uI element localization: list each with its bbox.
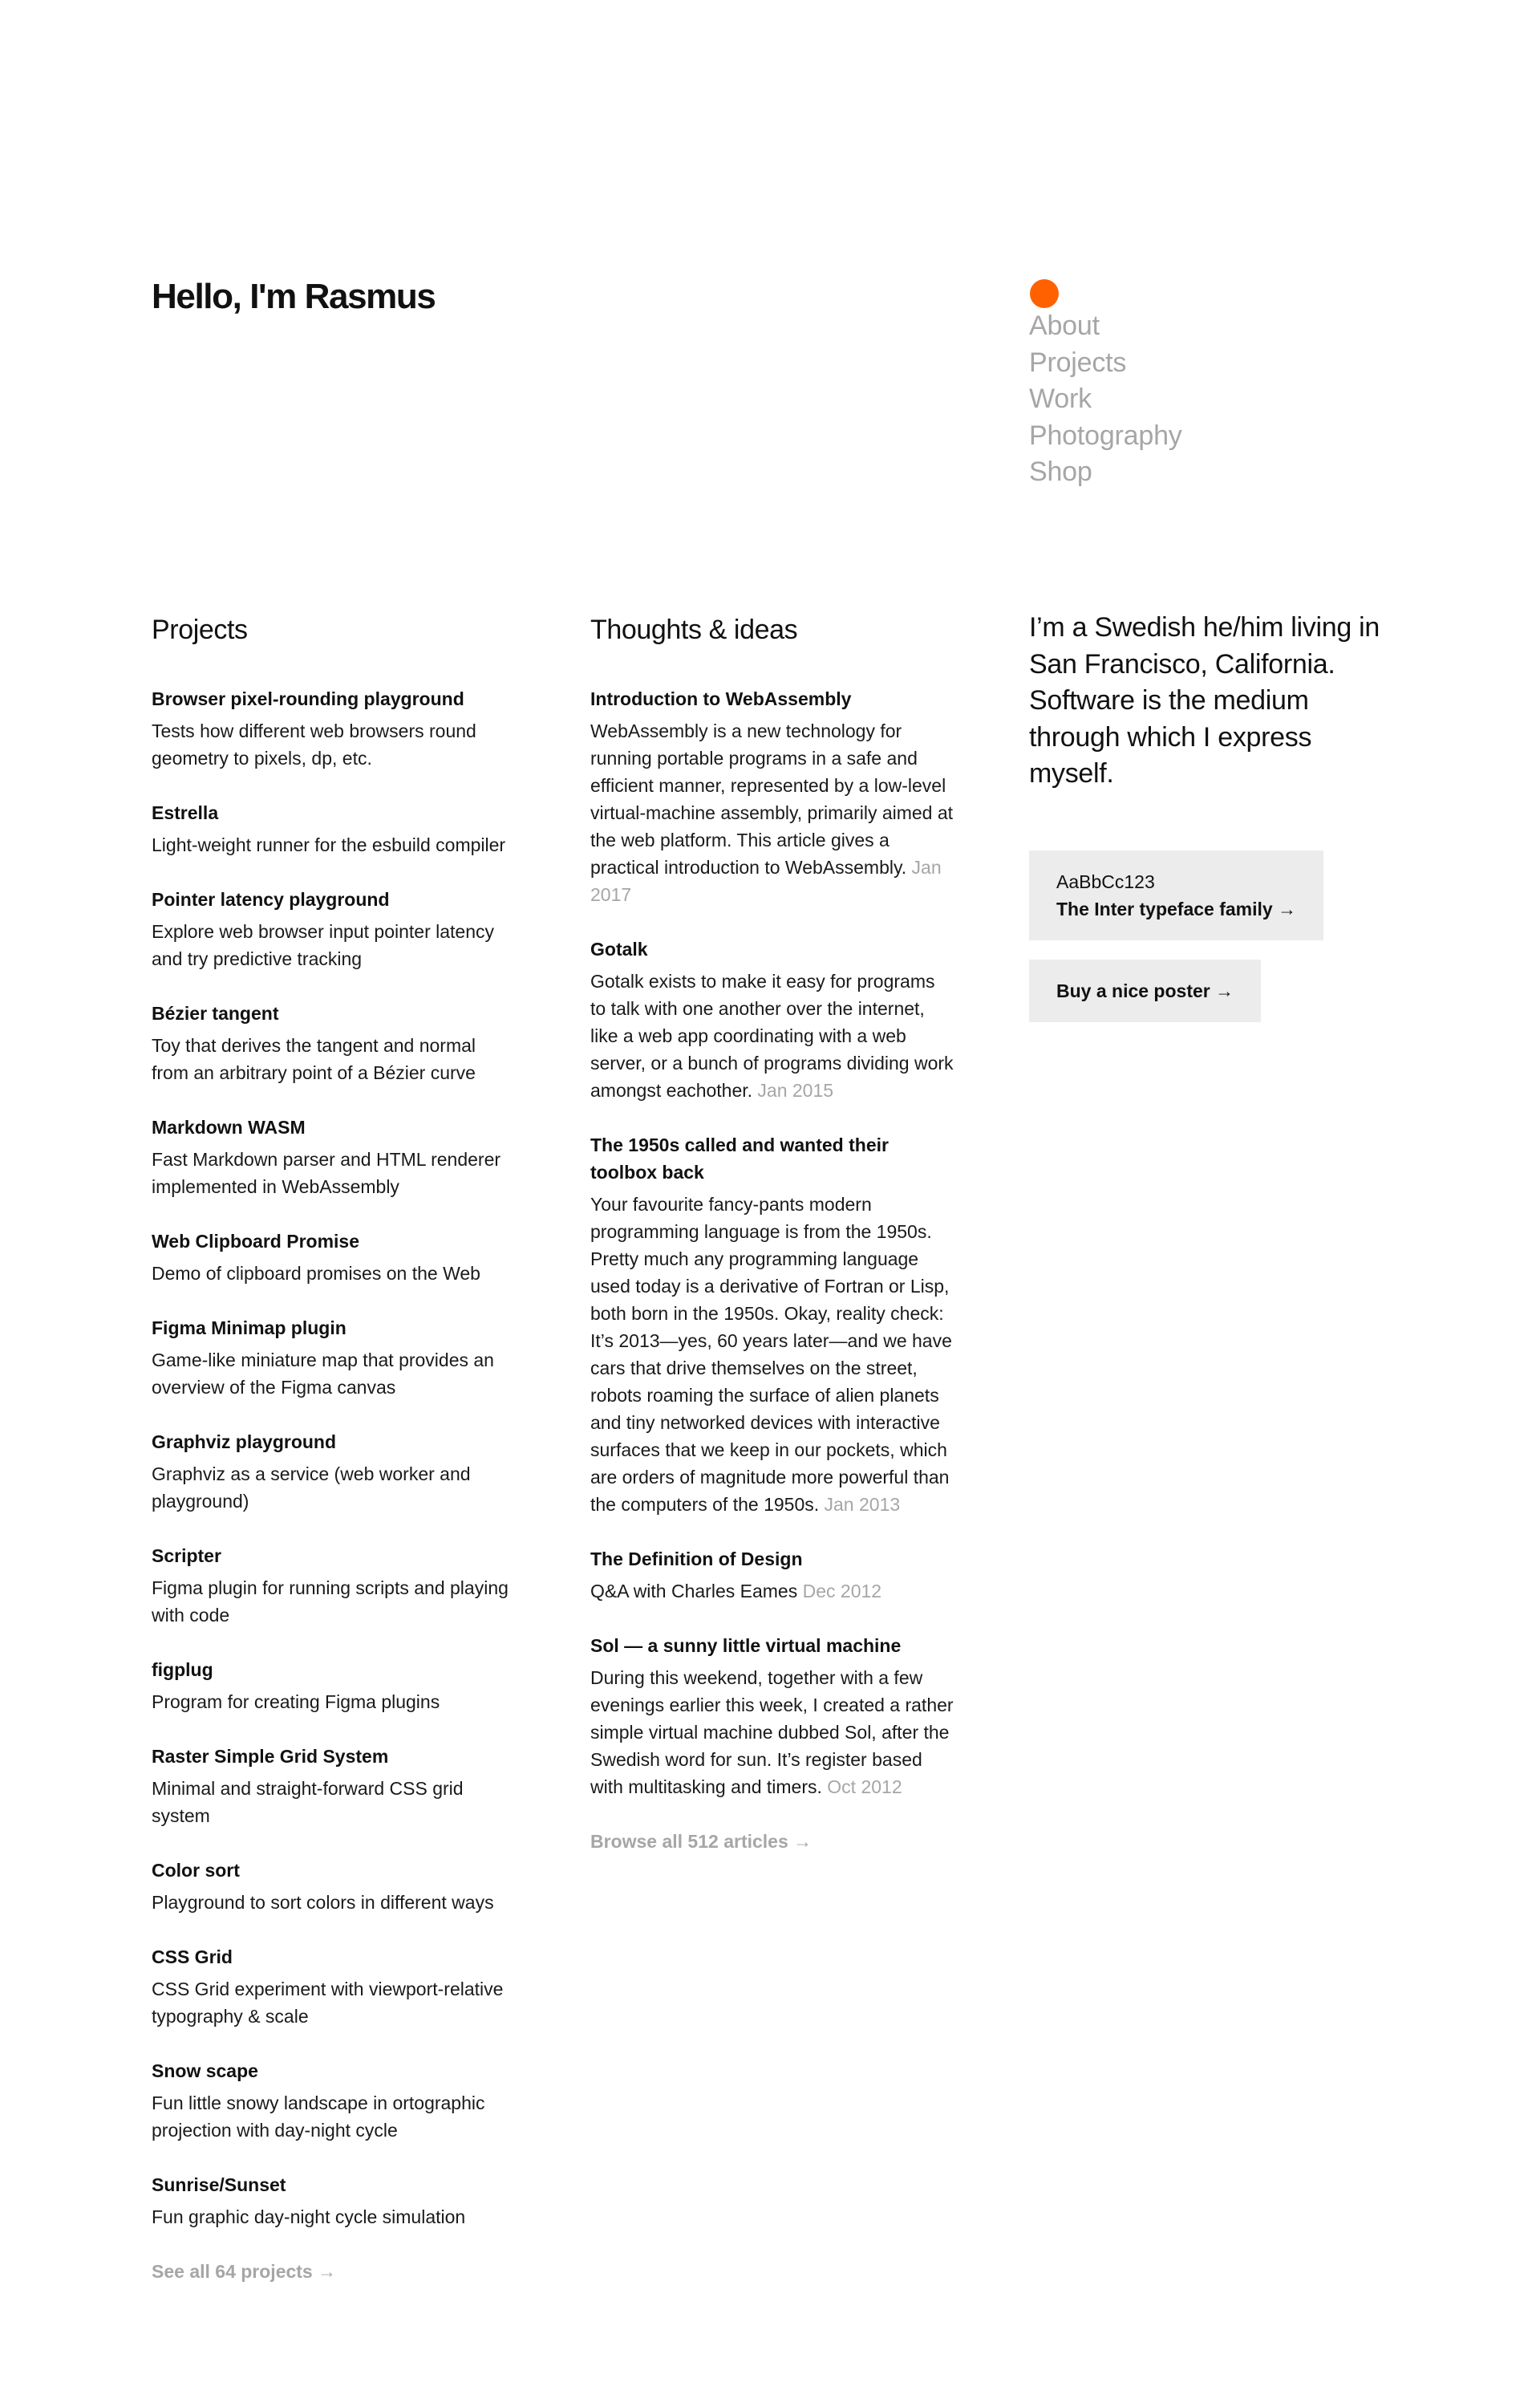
project-title-link[interactable]: Snow scape [152, 2060, 258, 2081]
project-entry [152, 1114, 517, 1200]
description-text: During this weekend, together with a few evenings earlier this week, I created a rather simple virtual machine dubbed Sol, after the Swedish word for sun. It’s register based with multitasking and timers. [590, 1667, 954, 1797]
project-description [152, 717, 517, 772]
nav-item-about[interactable]: About [1029, 311, 1100, 341]
nav-item-wrapper [1029, 454, 1350, 491]
project-description [152, 1889, 517, 1916]
nav-item-photography[interactable]: Photography [1029, 420, 1182, 451]
article-title-link[interactable]: Introduction to WebAssembly [590, 688, 852, 709]
project-description [152, 1775, 517, 1829]
article-summary [590, 968, 955, 1104]
article-title-link[interactable]: The 1950s called and wanted their toolbox back [590, 1134, 889, 1183]
article-date: Jan 2017 [590, 857, 942, 905]
intro-text: I’m a Swedish he/him living in San Francisco, California. Software is the medium through which I express myself. [1029, 612, 1380, 789]
article-date: Dec 2012 [802, 1581, 882, 1601]
project-title-link[interactable]: Sunrise/Sunset [152, 2174, 286, 2195]
nav-item-projects[interactable]: Projects [1029, 347, 1127, 378]
project-entry [152, 2057, 517, 2144]
project-title-link[interactable]: Markdown WASM [152, 1117, 306, 1138]
project-entry [152, 1943, 517, 2030]
nav-item-wrapper [1029, 345, 1350, 382]
nav-item-wrapper [1029, 308, 1350, 345]
project-description [152, 1146, 517, 1200]
project-entry [152, 1428, 517, 1515]
description-text: Light-weight runner for the esbuild compiler [152, 834, 506, 855]
article-summary [590, 1577, 955, 1605]
thoughts-section [590, 610, 955, 1855]
project-entry [152, 685, 517, 772]
article-summary [590, 1664, 955, 1800]
project-description [152, 1260, 517, 1287]
article-date: Jan 2013 [824, 1494, 901, 1515]
article-entry [590, 1131, 955, 1518]
projects-heading: Projects [152, 615, 248, 645]
main-nav [1029, 279, 1350, 491]
browse-all-articles-link[interactable]: Browse all 512 articles → [590, 1831, 813, 1852]
nav-item-wrapper [1029, 381, 1350, 418]
project-description [152, 2203, 517, 2230]
article-title-link[interactable]: Sol — a sunny little virtual machine [590, 1635, 902, 1656]
description-text: CSS Grid experiment with viewport-relative typography & scale [152, 1979, 504, 2027]
nav-item-work[interactable]: Work [1029, 384, 1092, 414]
project-description [152, 918, 517, 972]
about-section [1029, 610, 1398, 1022]
project-title-link[interactable]: Pointer latency playground [152, 889, 390, 910]
thoughts-heading: Thoughts & ideas [590, 615, 798, 645]
article-entry [590, 1545, 955, 1605]
project-title-link[interactable]: Graphviz playground [152, 1431, 337, 1452]
description-text: Game-like miniature map that provides an overview of the Figma canvas [152, 1350, 494, 1398]
project-title-link[interactable]: Raster Simple Grid System [152, 1746, 389, 1767]
article-entry [590, 1632, 955, 1800]
description-text: Fast Markdown parser and HTML renderer implemented in WebAssembly [152, 1149, 501, 1197]
project-entry [152, 886, 517, 972]
description-text: Figma plugin for running scripts and playing with code [152, 1577, 509, 1626]
project-title-link[interactable]: figplug [152, 1659, 213, 1680]
project-entry [152, 1000, 517, 1086]
typeface-card-label: The Inter typeface family → [1056, 898, 1297, 919]
description-text: Gotalk exists to make it easy for programs to talk with one another over the internet, like a web app coordinating with a web server, or a bunch of programs dividing work amongst eachother. [590, 971, 954, 1101]
projects-section [152, 610, 517, 2285]
description-text: WebAssembly is a new technology for running portable programs in a safe and efficient manner, represented by a low-level virtual-machine assembly, primarily aimed at the web platform. This article gives a practical introduction to WebAssembly. [590, 720, 954, 878]
description-text: Tests how different web browsers round geometry to pixels, dp, etc. [152, 720, 476, 769]
description-text: Toy that derives the tangent and normal from an arbitrary point of a Bézier curve [152, 1035, 476, 1083]
article-entry [590, 685, 955, 908]
project-title-link[interactable]: Bézier tangent [152, 1003, 279, 1024]
project-description [152, 1975, 517, 2030]
home-dot-icon[interactable] [1030, 279, 1059, 308]
project-description [152, 1032, 517, 1086]
typeface-sample-text: AaBbCc123 [1056, 871, 1155, 892]
nav-item-shop[interactable]: Shop [1029, 457, 1092, 487]
project-entry [152, 2171, 517, 2230]
nav-item-wrapper [1029, 418, 1350, 455]
thoughts-list [590, 685, 955, 1800]
description-text: Playground to sort colors in different ways [152, 1892, 494, 1913]
description-text: Minimal and straight-forward CSS grid system [152, 1778, 464, 1826]
project-title-link[interactable]: Scripter [152, 1545, 221, 1566]
nav-list [1029, 308, 1350, 491]
article-entry [590, 936, 955, 1104]
project-title-link[interactable]: Figma Minimap plugin [152, 1317, 346, 1338]
project-entry [152, 1857, 517, 1916]
article-title-link[interactable]: The Definition of Design [590, 1549, 803, 1569]
project-description [152, 1346, 517, 1401]
project-entry [152, 1656, 517, 1715]
project-description [152, 1574, 517, 1629]
project-title-link[interactable]: CSS Grid [152, 1946, 233, 1967]
description-text: Q&A with Charles Eames [590, 1581, 798, 1601]
project-title-link[interactable]: Color sort [152, 1860, 240, 1881]
project-entry [152, 1743, 517, 1829]
buy-poster-button[interactable]: Buy a nice poster → [1029, 960, 1261, 1022]
article-date: Oct 2012 [827, 1776, 902, 1797]
description-text: Demo of clipboard promises on the Web [152, 1263, 480, 1284]
description-text: Your favourite fancy-pants modern programming language is from the 1950s. Pretty much any programming language used today is a derivative of Fortran or Lisp, both born in the 1950s. Okay, reality check: It’s 2013—yes, 60 years later—and we have cars that drive themselves on the street, robots roaming the surface of alien planets and tiny networked devices with interactive surfaces that we keep in our pockets, which are orders of magnitude more powerful than the computers of the 1950s. [590, 1194, 952, 1515]
description-text: Fun graphic day-night cycle simulation [152, 2206, 466, 2227]
project-title-link[interactable]: Estrella [152, 802, 219, 823]
projects-list [152, 685, 517, 2230]
project-entry [152, 1542, 517, 1629]
project-description [152, 831, 517, 858]
article-summary [590, 717, 955, 908]
project-entry [152, 799, 517, 858]
see-all-projects-link[interactable]: See all 64 projects → [152, 2261, 337, 2282]
project-description [152, 1460, 517, 1515]
project-entry [152, 1314, 517, 1401]
description-text: Graphviz as a service (web worker and playground) [152, 1463, 471, 1512]
project-title-link[interactable]: Web Clipboard Promise [152, 1231, 360, 1252]
article-summary [590, 1191, 955, 1518]
page-title: Hello, I'm Rasmus [152, 277, 436, 316]
description-text: Fun little snowy landscape in ortographic projection with day-night cycle [152, 2092, 485, 2141]
project-title-link[interactable]: Browser pixel-rounding playground [152, 688, 464, 709]
description-text: Program for creating Figma plugins [152, 1691, 440, 1712]
project-description [152, 1688, 517, 1715]
project-entry [152, 1228, 517, 1287]
article-date: Jan 2015 [757, 1080, 834, 1101]
inter-typeface-card[interactable] [1029, 850, 1323, 940]
project-description [152, 2089, 517, 2144]
description-text: Explore web browser input pointer latency and try predictive tracking [152, 921, 495, 969]
article-title-link[interactable]: Gotalk [590, 939, 648, 960]
